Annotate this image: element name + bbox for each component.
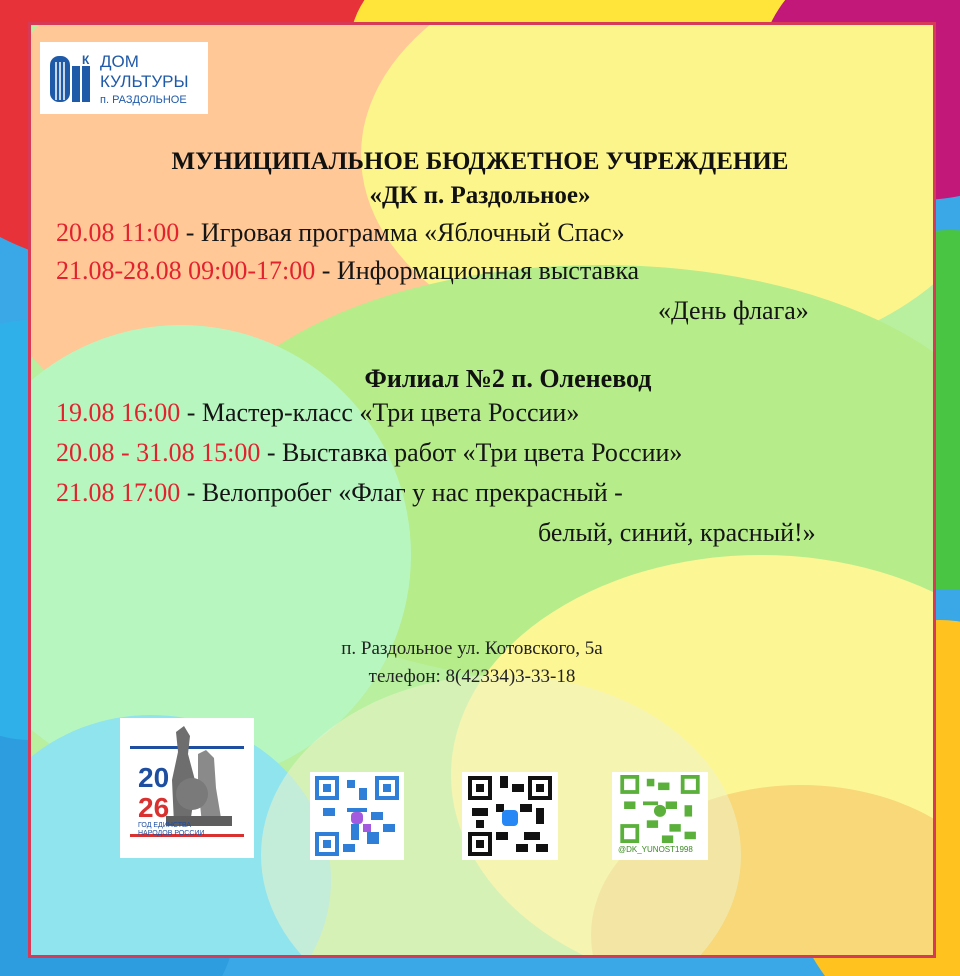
org-title: МУНИЦИПАЛЬНОЕ БЮДЖЕТНОЕ УЧРЕЖДЕНИЕ — [171, 148, 789, 175]
event-text: - Информационная выставка — [315, 256, 640, 285]
branch-event-3 — [56, 478, 623, 508]
address: п. Раздольное ул. Котовского, 5а — [341, 638, 603, 659]
logo-line2: КУЛЬТУРЫ — [100, 72, 189, 91]
qr-code-vk-icon — [468, 776, 552, 856]
qr-caption: @DK_YUNOST1998 — [618, 845, 693, 854]
event-date: 21.08-28.08 09:00-17:00 — [56, 256, 316, 285]
phone: телефон: 8(42334)3-33-18 — [368, 666, 576, 687]
branch-event-1 — [56, 398, 579, 428]
emblem-caption-2: НАРОДОВ РОССИИ — [138, 830, 205, 837]
year-emblem — [120, 718, 254, 858]
logo-line1: ДОМ — [100, 52, 139, 71]
branch-event-3-continuation: белый, синий, красный!» — [538, 518, 816, 547]
event-line-1 — [56, 218, 625, 248]
qr-code-green-icon — [620, 775, 700, 843]
monument-icon — [162, 724, 236, 828]
logo-line3: п. РАЗДОЛЬНОЕ — [100, 94, 187, 106]
branch-title: Филиал №2 п. Оленевод — [364, 364, 652, 393]
qr-code-vk[interactable] — [462, 772, 558, 860]
org-subtitle: «ДК п. Раздольное» — [369, 182, 591, 209]
logo — [40, 42, 208, 114]
event-line-2 — [56, 256, 639, 286]
emblem-year-top: 20 — [138, 762, 170, 793]
event-date: 19.08 16:00 — [56, 398, 181, 427]
event-date: 21.08 17:00 — [56, 478, 181, 507]
event-date: 20.08 11:00 — [56, 218, 180, 247]
event-text: - Игровая программа «Яблочный Спас» — [179, 218, 625, 247]
event-text: - Велопробег «Флаг у нас прекрасный - — [180, 478, 623, 507]
svg-text:К: К — [82, 53, 90, 67]
event-text: - Выставка работ «Три цвета России» — [260, 438, 683, 467]
qr-code-icon — [315, 776, 399, 856]
harp-logo-icon — [48, 52, 96, 106]
event-text: - Мастер-класс «Три цвета России» — [180, 398, 580, 427]
event-date: 20.08 - 31.08 15:00 — [56, 438, 261, 467]
branch-event-2 — [56, 438, 682, 468]
event-line-2-continuation: «День флага» — [658, 296, 809, 325]
qr-code-telegram[interactable] — [612, 772, 708, 860]
emblem-year-bottom: 26 — [138, 792, 170, 823]
qr-code-1[interactable] — [310, 772, 404, 860]
emblem-caption-1: ГОД ЕДИНСТВА — [138, 822, 192, 829]
